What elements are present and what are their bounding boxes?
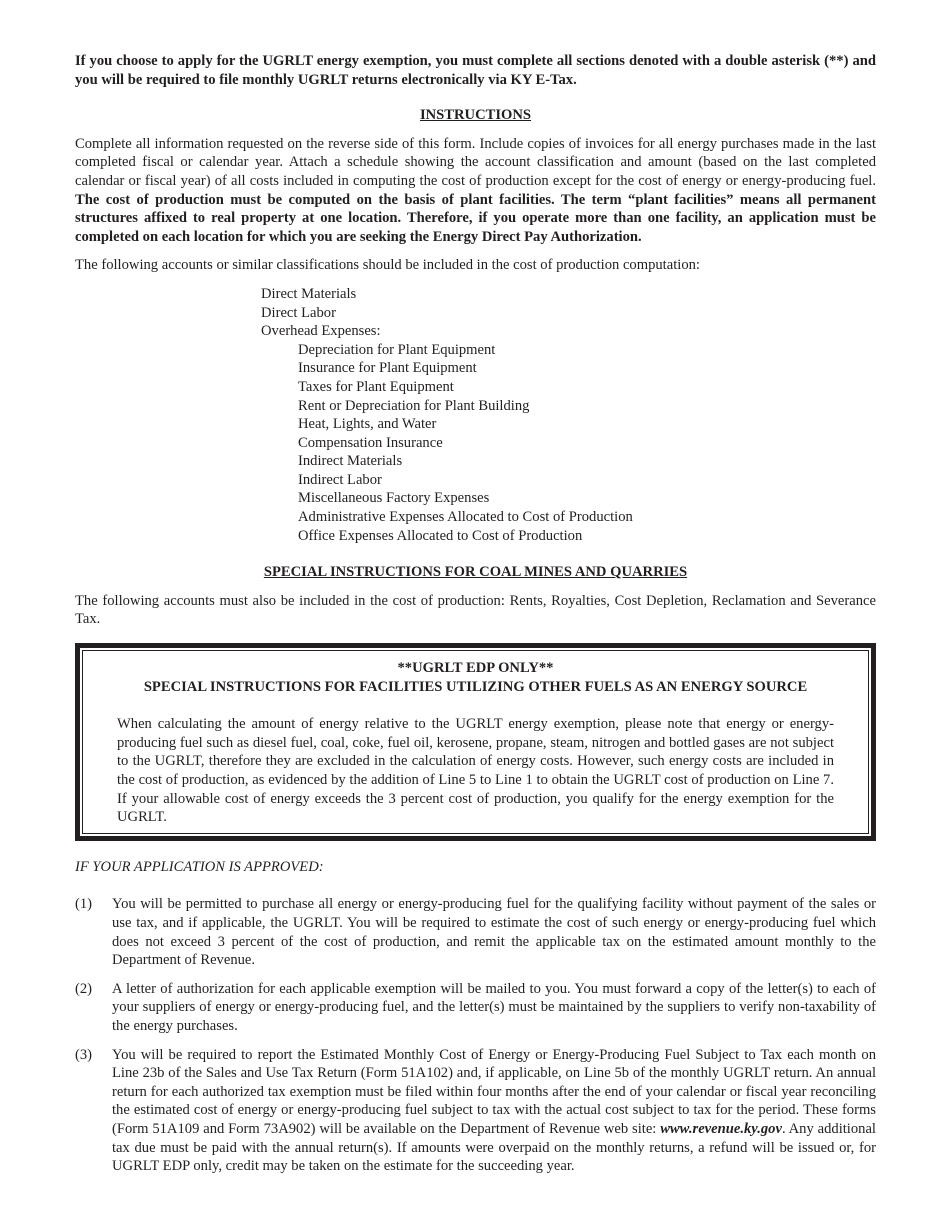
list-item: Overhead Expenses: — [261, 323, 381, 340]
coal-heading: SPECIAL INSTRUCTIONS FOR COAL MINES AND QUARRIES — [263, 564, 688, 581]
approved-item — [75, 895, 876, 969]
list-item: Indirect Labor — [298, 471, 382, 488]
list-item: Office Expenses Allocated to Cost of Production — [298, 527, 583, 544]
list-item: Compensation Insurance — [298, 434, 443, 451]
list-item: Administrative Expenses Allocated to Cost of Production — [298, 509, 633, 526]
list-item: Indirect Materials — [298, 453, 403, 470]
item-text — [112, 1046, 876, 1176]
item-number: (2) — [75, 980, 93, 997]
list-item: Direct Labor — [261, 304, 336, 321]
approved-item — [75, 1046, 876, 1176]
coal-text: The following accounts must also be included in the cost of production: Rents, Royalties, Cost Depletion, Reclamation and Severance Tax. — [75, 592, 876, 628]
list-item: Depreciation for Plant Equipment — [298, 341, 496, 358]
approved-item — [75, 980, 876, 1036]
accounts-list — [261, 285, 876, 545]
instructions-paragraph — [75, 135, 876, 247]
item-number: (1) — [75, 896, 93, 913]
item-text: You will be permitted to purchase all energy or energy-producing fuel for the qualifying facility without payment of the sales or use tax, and if applicable, the UGRLT. You will be required to estimate the cost of such energy or energy-producing fuel which does not exceed 3 percent of the cost of production, and remit the applicable tax on the estimated amount monthly to the Department of Revenue. — [112, 896, 876, 969]
list-item: Taxes for Plant Equipment — [298, 378, 454, 395]
item-text-after: . Any additional tax due must be paid with the annual return(s). If amounts were overpaid on the monthly returns, a refund will be issued or, for UGRLT EDP only, credit may be taken on the estimate for the succeeding year. — [112, 1120, 876, 1175]
box-subtitle: SPECIAL INSTRUCTIONS FOR FACILITIES UTILIZING OTHER FUELS AS AN ENERGY SOURCE — [143, 678, 808, 695]
instructions-heading: INSTRUCTIONS — [419, 107, 532, 124]
edp-special-box — [75, 643, 876, 841]
item-text-before: You will be required to report the Estimated Monthly Cost of Energy or Energy-Producing Fuel Subject to Tax each month on Line 23b of the Sales and Use Tax Return (Form 51A102) and, if applicable, on Line 5b of the monthly UGRLT return. An annual return for each authorized tax exemption must be filed within four months after the end of your calendar or fiscal year reconciling the estimated cost of energy or energy-producing fuel subject to tax with the actual cost subject to tax for the period. These forms (Form 51A109 and Form 73A902) will be available on the Department of Revenue web site: — [112, 1046, 876, 1137]
accounts-intro: The following accounts or similar classifications should be included in the cost of production computation: — [75, 257, 700, 274]
list-item: Rent or Depreciation for Plant Building — [298, 397, 530, 414]
form-instructions-page — [75, 52, 876, 1186]
list-item: Insurance for Plant Equipment — [298, 360, 477, 377]
list-item: Miscellaneous Factory Expenses — [298, 490, 490, 507]
box-title: **UGRLT EDP ONLY** — [397, 660, 554, 677]
item-text: A letter of authorization for each applicable exemption will be mailed to you. You must forward a copy of the letter(s) to each of your suppliers of energy or energy-producing fuel, and the letter(s) must be maintained by the suppliers to verify non-taxability of the energy purchases. — [112, 980, 876, 1034]
box-text: When calculating the amount of energy relative to the UGRLT energy exemption, please note that energy or energy-producing fuel such as diesel fuel, coal, coke, fuel oil, kerosene, propane, steam, nitrogen and bottled gases are not subject to the UGRLT, therefore they are excluded in the calculation of energy costs. However, such energy costs are included in the cost of production, as evidenced by the addition of Line 5 to Line 1 to obtain the UGRLT cost of production on Line 7. If your allowable cost of energy exceeds the 3 percent cost of production, you qualify for the energy exemption for the UGRLT. — [117, 716, 834, 826]
approved-heading: IF YOUR APPLICATION IS APPROVED: — [75, 858, 324, 875]
instructions-paragraph-bold: The cost of production must be computed on the basis of plant facilities. The term “plant facilities” means all permanent structures affixed to real property at one location. Therefore, if you operate more than one facility, an application must be completed on each location for which you are seeking the Energy Direct Pay Authorization. — [75, 191, 876, 245]
list-item: Heat, Lights, and Water — [298, 416, 437, 433]
intro-notice: If you choose to apply for the UGRLT energy exemption, you must complete all sections denoted with a double asterisk (**) and you will be required to file monthly UGRLT returns electronically via KY E-Tax. — [75, 53, 876, 88]
edp-special-box-inner — [82, 650, 869, 834]
list-item: Direct Materials — [261, 285, 357, 302]
revenue-website-link[interactable]: www.revenue.ky.gov — [660, 1120, 782, 1137]
instructions-paragraph-regular: Complete all information requested on the reverse side of this form. Include copies of invoices for all energy purchases made in the last completed fiscal or calendar year. Attach a schedule showing the account classification and amount (based on the last completed calendar or fiscal year) of all costs included in computing the cost of production except for the cost of energy or energy-producing fuel. — [75, 135, 876, 189]
item-number: (3) — [75, 1046, 93, 1063]
